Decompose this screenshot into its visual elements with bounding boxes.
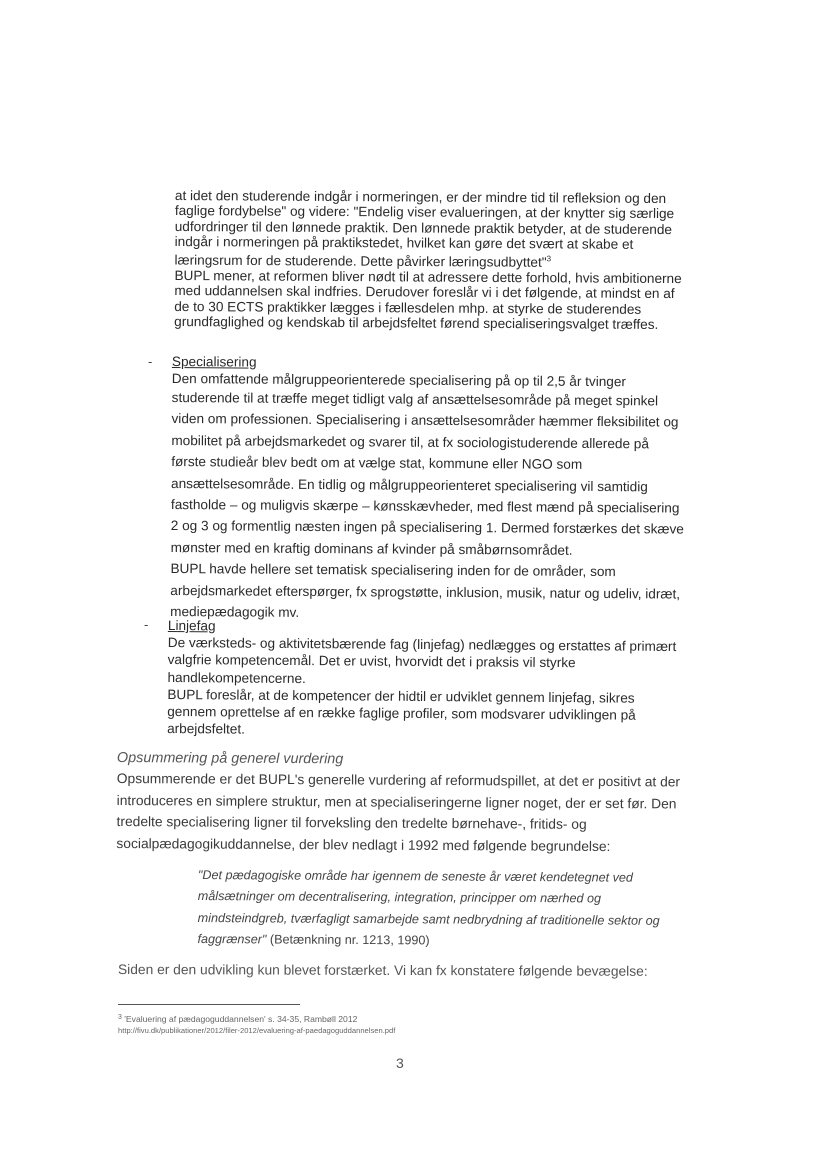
- text-line: 2 og 3 og formentlig næsten ingen på specialisering 1. Dermed forstærkes det skæve: [170, 518, 684, 538]
- footnote-divider: [118, 1004, 300, 1005]
- footnote-reference: 3: [546, 254, 552, 264]
- text-line: arbejdsfeltet.: [167, 721, 246, 737]
- text-line: mobilitet på arbejdsmarkedet og svarer til, at fx sociologistuderende allerede på: [171, 432, 649, 452]
- block-quote: [197, 865, 688, 954]
- text-line: at idet den studerende indgår i normeringen, er der mindre tid til refleksion og den: [174, 188, 667, 207]
- text-line: BUPL mener, at reformen bliver nødt til at adressere dette forhold, hvis ambitionerne: [174, 268, 682, 287]
- text-line-content: læringsrum for de studerende. Dette påvirker læringsudbyttet": [174, 252, 547, 270]
- text-line: tredelte specialisering ligner til forveksling den tredelte børnehave-, fritids- og: [116, 814, 587, 833]
- quote-line: [197, 929, 687, 953]
- text-line: gennem oprettelse af en række faglige profiler, som modsvarer udviklingen på: [167, 704, 636, 723]
- text-line: fastholde – og muligvis skærpe – kønsskævheder, med flest mænd på specialisering: [170, 497, 680, 516]
- footnote-citation: 'Evaluering af pædagoguddannelsen' s. 34-35, Rambøll 2012: [121, 1014, 358, 1024]
- text-line: handlekompetencerne.: [167, 669, 306, 686]
- footnote-url: http://fivu.dk/publikationer/2012/filer-2012/evaluering-af-paedagoguddannelsen.pdf: [118, 1026, 396, 1035]
- intro-paragraph: [174, 188, 715, 332]
- text-line: arbejdsmarkedet efterspørger, fx sprogstøtte, inklusion, musik, natur og udeliv, idræt,: [170, 582, 681, 602]
- footnote-citation-line: [118, 1012, 538, 1025]
- text-line: udfordringer til den lønnede praktik. Den lønnede praktik betyder, at de studerende: [174, 218, 673, 237]
- text-line: første studieår blev bedt om at vælge stat, kommune eller NGO som: [171, 454, 583, 473]
- text-line: mønster med en kraftig dominans af kvinder på småbørnsområdet.: [170, 539, 573, 558]
- text-line: De værksteds- og aktivitetsbærende fag (linjefag) nedlægges og erstattes af primært: [167, 635, 677, 655]
- text-line: mediepædagogik mv.: [170, 604, 300, 620]
- closing-paragraph: [118, 962, 678, 979]
- bullet-dash: -: [148, 354, 153, 369]
- text-line: viden om professionen. Specialisering i ansættelsesområder hæmmer fleksibilitet og: [171, 411, 679, 430]
- text-line: Siden er den udvikling kun blevet forstærket. Vi kan fx konstatere følgende bevægelse:: [117, 962, 648, 979]
- quote-text: faggrænser": [197, 932, 267, 947]
- bullet-dash: -: [144, 617, 149, 632]
- text-line: Opsummerende er det BUPL's generelle vurdering af reformudspillet, at det er positivt at der: [116, 771, 681, 790]
- quote-line: [198, 908, 688, 932]
- text-line: med uddannelsen skal indfries. Derudover foreslår vi i det følgende, at mindst en af: [174, 283, 675, 302]
- summary-section: [116, 751, 707, 858]
- text-line: introduceres en simplere struktur, men at specialiseringerne ligner noget, der er set før. Den: [116, 792, 677, 812]
- text-line: socialpædagogikuddannelse, der blev nedlagt i 1992 med følgende begrundelse:: [116, 835, 611, 855]
- summary-heading: Opsummering på generel vurdering: [116, 750, 344, 768]
- text-line: BUPL havde hellere set tematisk specialisering inden for de områder, som: [170, 561, 616, 580]
- text-line: valgfrie kompetencemål. Det er uvist, hvorvidt det i praksis vil styrke: [167, 652, 576, 671]
- text-line: grundfaglighed og kendskab til arbejdsfeltet førend specialiseringsvalget træffes.: [174, 313, 659, 332]
- page-number: 3: [396, 1055, 404, 1071]
- footnote: [118, 1012, 538, 1037]
- footnote-marker: 3: [118, 1014, 122, 1021]
- quote-text: "Det pædagogiske område har igennem de seneste år været kendetegnet ved: [197, 867, 634, 885]
- text-line: BUPL foreslår, at de kompetencer der hidtil er udviklet gennem linjefag, sikres: [167, 686, 635, 706]
- section-heading: Specialisering: [171, 353, 257, 370]
- quote-text: mindsteindgreb, tværfagligt samarbejde samt nedbrydning af traditionelle sektor og: [197, 910, 660, 928]
- text-line: studerende til at træffe meget tidligt valg af ansættelsesområde på meget spinkel: [171, 389, 659, 409]
- summary-paragraph: [116, 768, 707, 858]
- text-line: ansættelsesområde. En tidlig og målgruppeorienteret specialisering vil samtidig: [171, 475, 648, 494]
- quote-line: [198, 865, 688, 889]
- text-line: indgår i normeringen på praktikstedet, hvilket kan gøre det svært at skabe et: [174, 233, 634, 252]
- quote-citation: (Betænkning nr. 1213, 1990): [266, 932, 430, 948]
- section-heading: Linjefag: [167, 617, 216, 634]
- text-line: de to 30 ECTS praktikker lægges i fællesdelen mhp. at styrke de studerendes: [174, 298, 642, 317]
- specialisering-section: [170, 353, 720, 626]
- quote-text: målsætninger om decentralisering, integration, principper om nærhed og: [197, 889, 602, 906]
- linjefag-section: [167, 617, 708, 742]
- text-line: faglige fordybelse" og videre: "Endelig viser evalueringen, at der knytter sig særlige: [174, 203, 675, 222]
- text-line: Den omfattende målgruppeorienterede specialisering på op til 2,5 år tvinger: [171, 370, 627, 390]
- quote-line: [198, 886, 688, 910]
